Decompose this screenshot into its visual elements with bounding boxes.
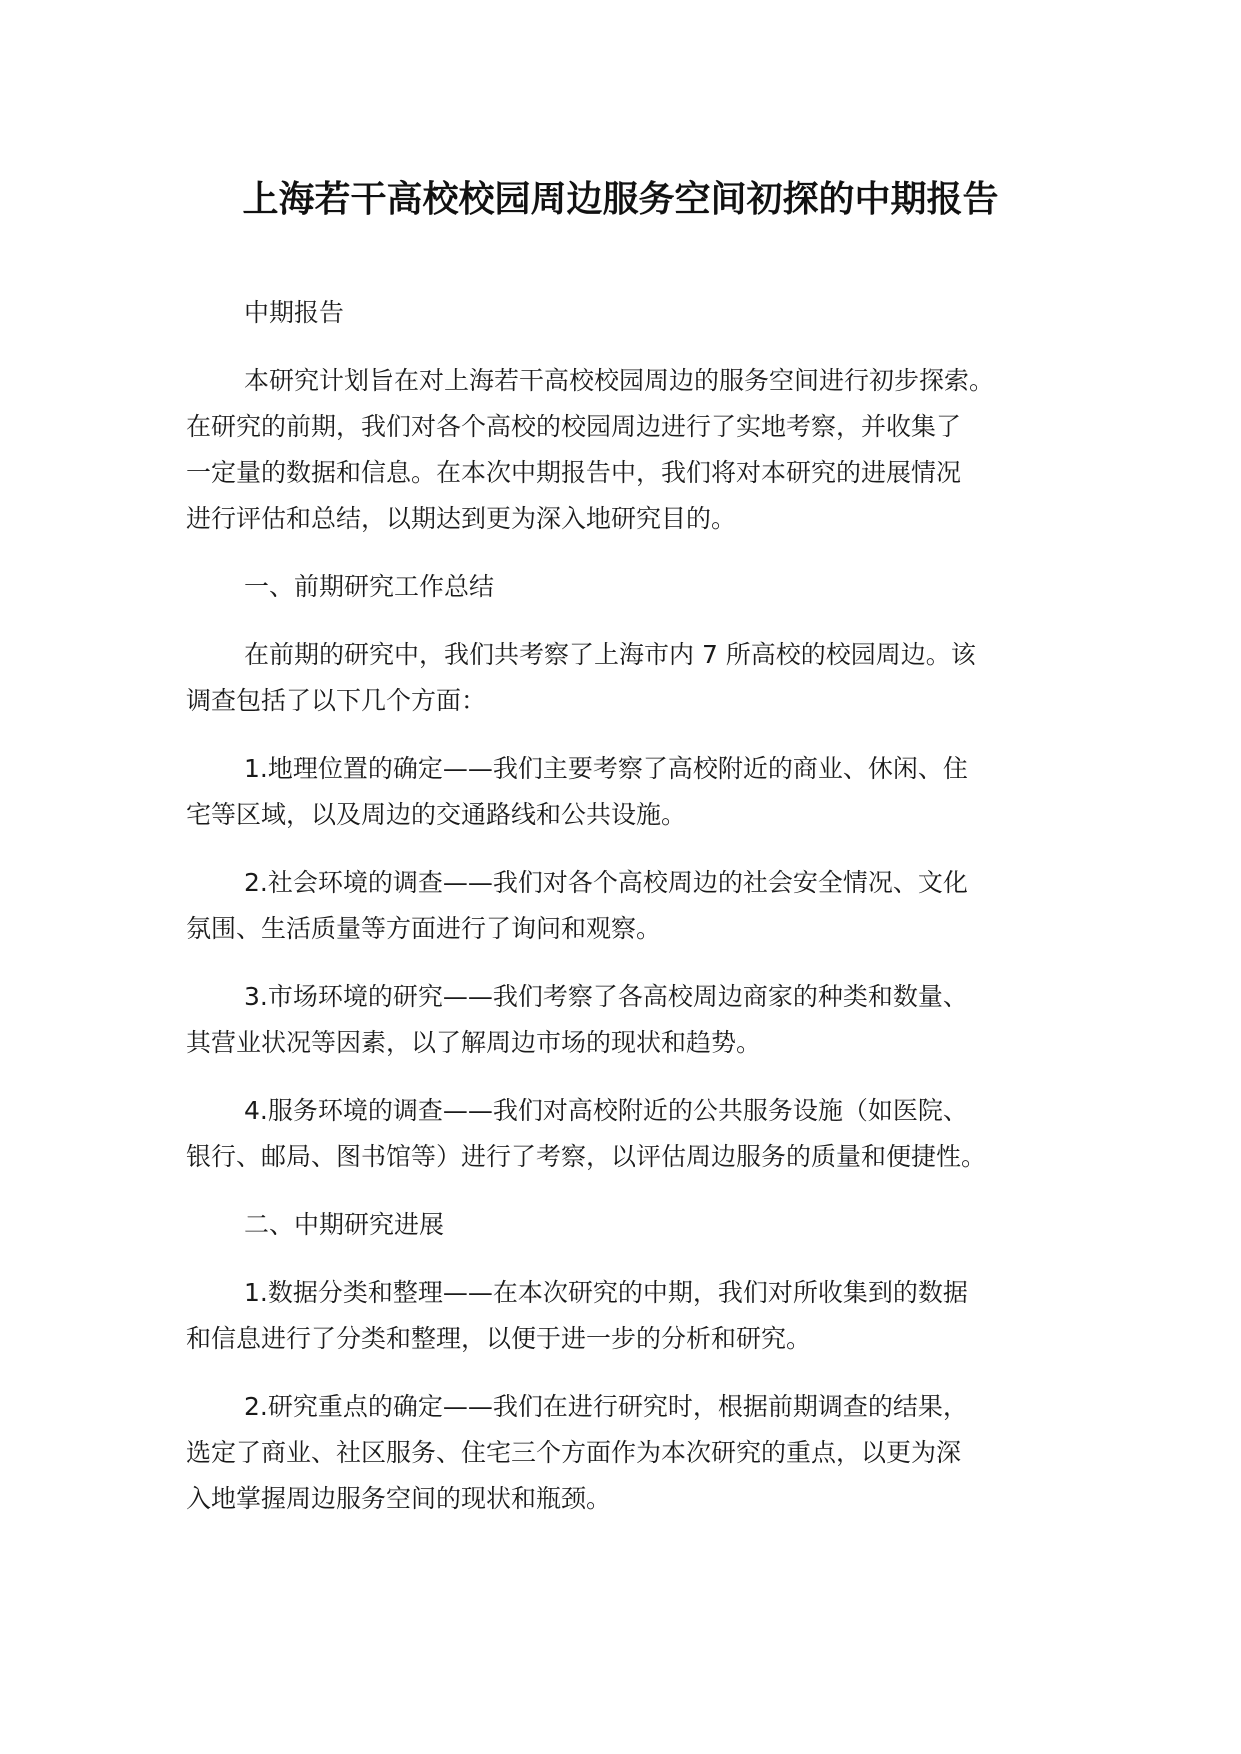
paragraph-line: 一、前期研究工作总结 <box>244 572 495 601</box>
paragraph <box>186 1384 1066 1522</box>
document-body <box>186 290 1066 1544</box>
paragraph-line: 2.社会环境的调查——我们对各个高校周边的社会安全情况、文化 <box>244 868 968 897</box>
paragraph-line: 其营业状况等因素，以了解周边市场的现状和趋势。 <box>186 1028 762 1057</box>
paragraph-line: 中期报告 <box>244 298 345 327</box>
paragraph <box>186 290 1066 336</box>
paragraph-line: 入地掌握周边服务空间的现状和瓶颈。 <box>186 1484 612 1513</box>
paragraph-line: 3.市场环境的研究——我们考察了各高校周边商家的种类和数量、 <box>244 982 968 1011</box>
paragraph-line: 2.研究重点的确定——我们在进行研究时，根据前期调查的结果， <box>244 1392 968 1421</box>
paragraph-line: 一定量的数据和信息。在本次中期报告中，我们将对本研究的进展情况 <box>186 458 962 487</box>
paragraph <box>186 564 1066 610</box>
paragraph <box>186 1270 1066 1362</box>
paragraph-line: 1.数据分类和整理——在本次研究的中期，我们对所收集到的数据 <box>244 1278 968 1307</box>
paragraph <box>186 860 1066 952</box>
paragraph-line: 选定了商业、社区服务、住宅三个方面作为本次研究的重点，以更为深 <box>186 1438 962 1467</box>
paragraph-line: 氛围、生活质量等方面进行了询问和观察。 <box>186 914 662 943</box>
paragraph <box>186 974 1066 1066</box>
paragraph-line: 在前期的研究中，我们共考察了上海市内 7 所高校的校园周边。该 <box>244 640 976 669</box>
paragraph <box>186 746 1066 838</box>
paragraph-line: 在研究的前期，我们对各个高校的校园周边进行了实地考察，并收集了 <box>186 412 962 441</box>
paragraph <box>186 358 1066 542</box>
paragraph-line: 和信息进行了分类和整理，以便于进一步的分析和研究。 <box>186 1324 812 1353</box>
paragraph <box>186 1202 1066 1248</box>
paragraph-line: 二、中期研究进展 <box>244 1210 445 1239</box>
paragraph-line: 4.服务环境的调查——我们对高校附近的公共服务设施（如医院、 <box>244 1096 968 1125</box>
paragraph <box>186 1088 1066 1180</box>
paragraph-line: 本研究计划旨在对上海若干高校校园周边的服务空间进行初步探索。 <box>244 366 995 395</box>
paragraph-line: 进行评估和总结，以期达到更为深入地研究目的。 <box>186 504 737 533</box>
paragraph <box>186 632 1066 724</box>
document-title: 上海若干高校校园周边服务空间初探的中期报告 <box>242 179 999 220</box>
paragraph-line: 1.地理位置的确定——我们主要考察了高校附近的商业、休闲、住 <box>244 754 968 783</box>
paragraph-line: 调查包括了以下几个方面： <box>186 686 487 715</box>
paragraph-line: 银行、邮局、图书馆等）进行了考察，以评估周边服务的质量和便捷性。 <box>186 1142 987 1171</box>
paragraph-line: 宅等区域，以及周边的交通路线和公共设施。 <box>186 800 687 829</box>
